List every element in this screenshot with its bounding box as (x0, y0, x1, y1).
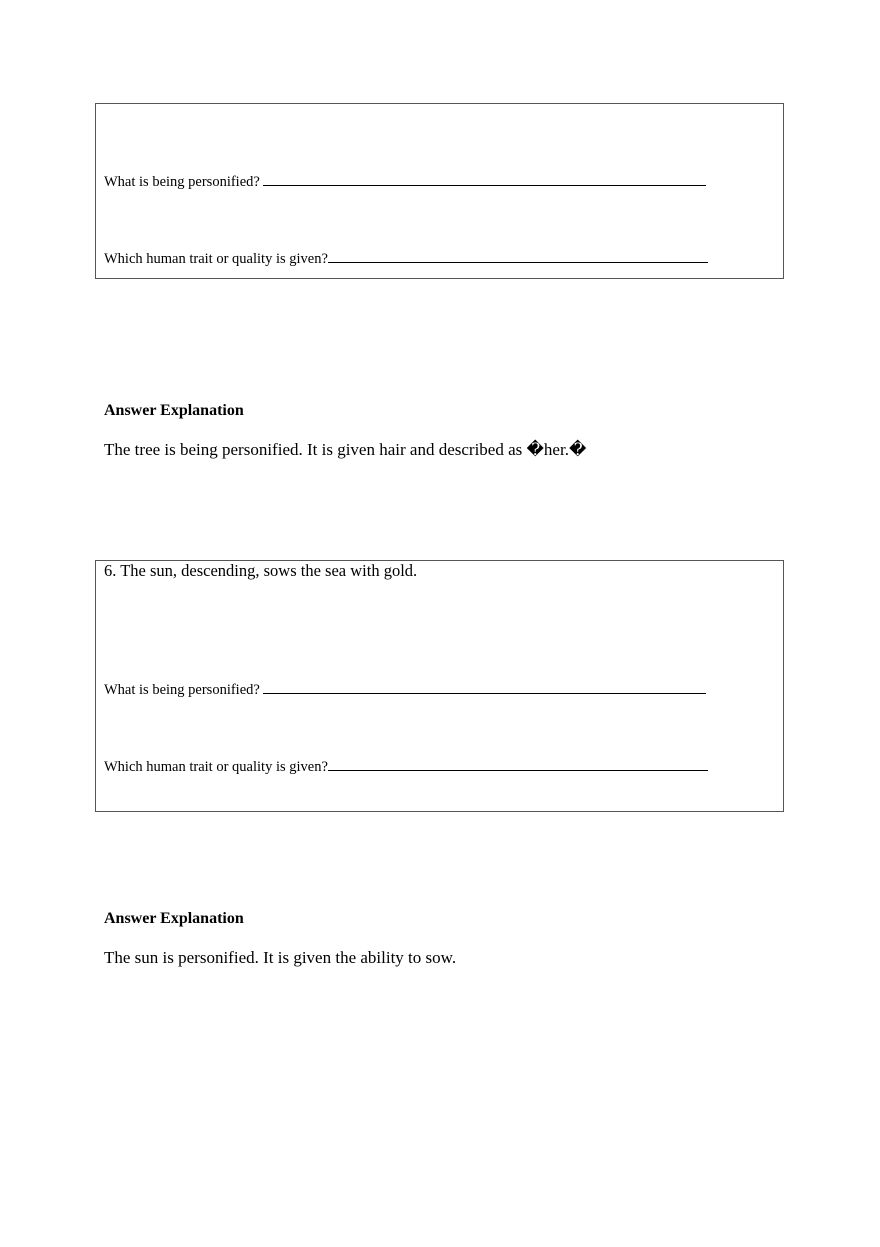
question-6-box (95, 560, 784, 812)
human-trait-blank[interactable] (328, 248, 708, 263)
what-personified-label: What is being personified? (104, 174, 264, 190)
answer-5-heading: Answer Explanation (104, 402, 244, 419)
human-trait-label: Which human trait or quality is given? (104, 251, 328, 267)
human-trait-blank[interactable] (328, 756, 708, 771)
what-personified-blank[interactable] (263, 171, 706, 186)
what-personified-row (104, 171, 706, 191)
human-trait-label: Which human trait or quality is given? (104, 759, 328, 775)
question-6-prompt: 6. The sun, descending, sows the sea with gold. (104, 561, 418, 580)
answer-5-text: The tree is being personified. It is given hair and described as �her.� (104, 440, 587, 459)
what-personified-row (104, 679, 706, 699)
answer-6-heading: Answer Explanation (104, 910, 244, 927)
what-personified-label: What is being personified? (104, 682, 264, 698)
answer-6-text: The sun is personified. It is given the ability to sow. (104, 948, 457, 967)
what-personified-blank[interactable] (263, 679, 706, 694)
human-trait-row (104, 248, 708, 268)
human-trait-row (104, 756, 708, 776)
question-5-box (95, 103, 784, 279)
